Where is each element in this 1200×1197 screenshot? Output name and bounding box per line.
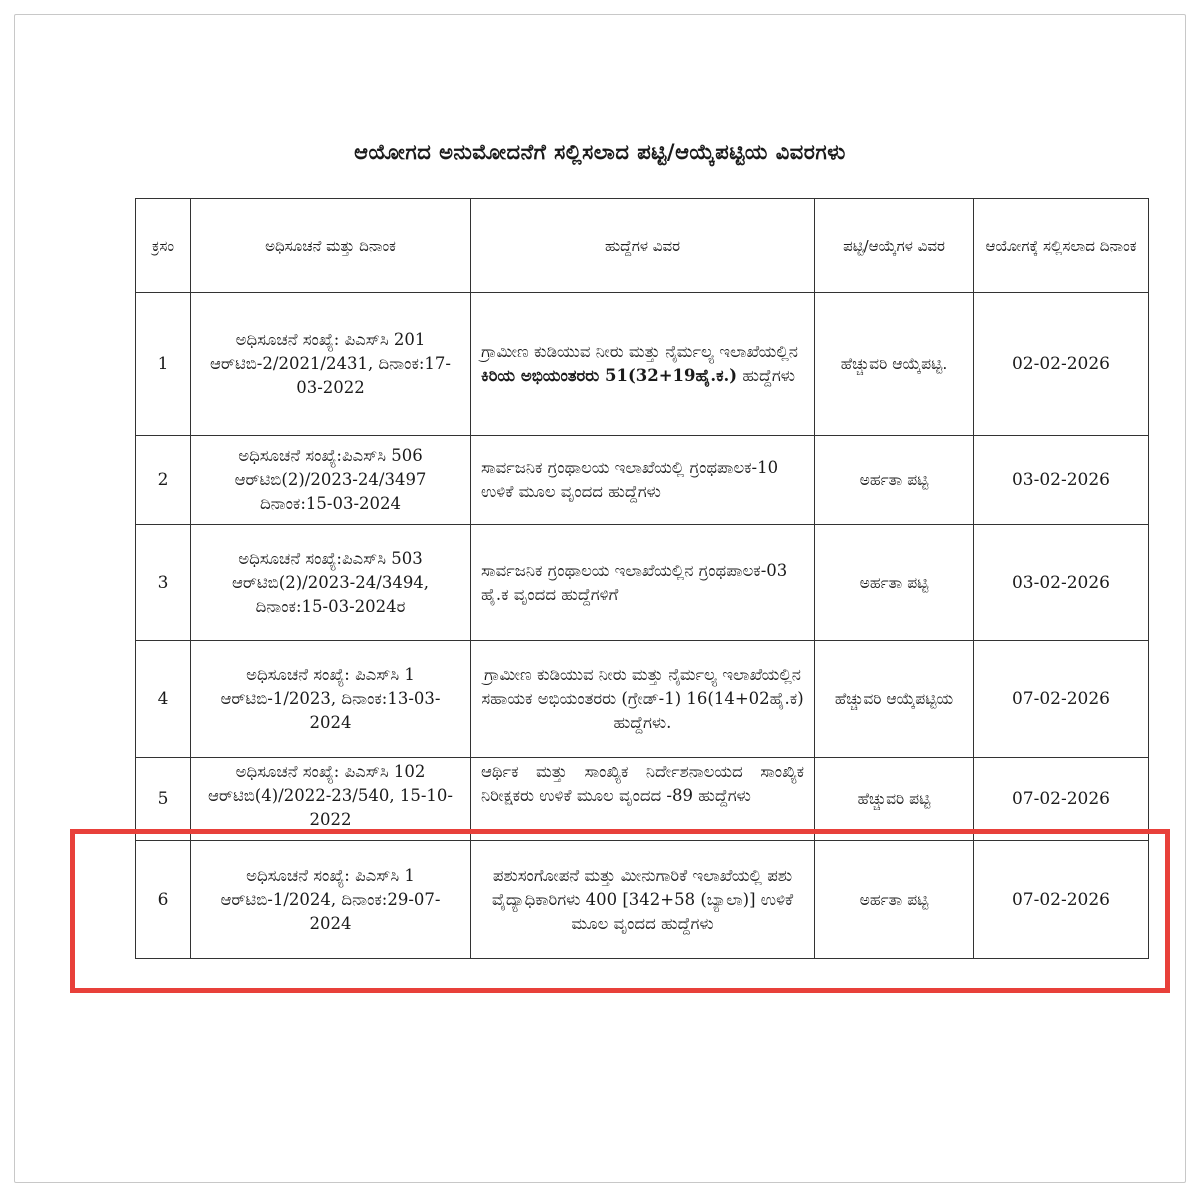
posts-cell: ಪಶುಸಂಗೋಪನೆ ಮತ್ತು ಮೀನುಗಾರಿಕೆ ಇಲಾಖೆಯಲ್ಲಿ ಪಶು ವೈದ್ಯಾಧಿಕಾರಿಗಳು 400 [342+58 (ಬ್ಯಾಲಾ)] ಉಳಿಕೆ ಮೂಲ ವೃಂದದ ಹುದ್ದೆಗಳು xyxy=(471,841,815,959)
list-type-cell: ಅರ್ಹತಾ ಪಟ್ಟಿ xyxy=(815,841,974,959)
list-type-cell: ಅರ್ಹತಾ ಪಟ್ಟಿ xyxy=(815,525,974,641)
table-row xyxy=(136,641,1149,758)
date-cell: 07-02-2026 xyxy=(974,758,1149,841)
posts-cell: ಸಾರ್ವಜನಿಕ ಗ್ರಂಥಾಲಯ ಇಲಾಖೆಯಲ್ಲಿನ ಗ್ರಂಥಪಾಲಕ-03 ಹೈ.ಕ ವೃಂದದ ಹುದ್ದೆಗಳಿಗೆ xyxy=(471,525,815,641)
posts-bold-text: ಕಿರಿಯ ಅಭಿಯಂತರರು 51(32+19ಹೈ.ಕ.) xyxy=(481,366,738,385)
notification-cell: ಅಧಿಸೂಚನೆ ಸಂಖ್ಯೆ:ಪಿಎಸ್‌ಸಿ 506 ಆರ್‌ಟಿಬಿ(2)/2023-24/3497 ದಿನಾಂಕ:15-03-2024 xyxy=(191,436,471,525)
highlight-box xyxy=(70,829,1170,993)
date-cell: 02-02-2026 xyxy=(974,293,1149,436)
posts-cell: ಗ್ರಾಮೀಣ ಕುಡಿಯುವ ನೀರು ಮತ್ತು ನೈರ್ಮಲ್ಯ ಇಲಾಖೆಯಲ್ಲಿನ ಸಹಾಯಕ ಅಭಿಯಂತರರು (ಗ್ರೇಡ್-1) 16(14+02ಹೈ.ಕ) ಹುದ್ದೆಗಳು. xyxy=(471,641,815,758)
document-title: ಆಯೋಗದ ಅನುಮೋದನೆಗೆ ಸಲ್ಲಿಸಲಾದ ಪಟ್ಟಿ/ಆಯ್ಕೆಪಟ್ಟಿಯ ವಿವರಗಳು xyxy=(354,140,846,164)
notification-cell: ಅಧಿಸೂಚನೆ ಸಂಖ್ಯೆ: ಪಿಎಸ್‌ಸಿ 1 ಆರ್‌ಟಿಬಿ-1/2023, ದಿನಾಂಕ:13-03-2024 xyxy=(191,641,471,758)
serial-cell: 6 xyxy=(136,841,191,959)
notification-cell: ಅಧಿಸೂಚನೆ ಸಂಖ್ಯೆ:ಪಿಎಸ್‌ಸಿ 503 ಆರ್‌ಟಿಬಿ(2)/2023-24/3494, ದಿನಾಂಕ:15-03-2024ರ xyxy=(191,525,471,641)
serial-cell: 5 xyxy=(136,758,191,841)
posts-suffix: ಹುದ್ದೆಗಳು xyxy=(737,366,795,385)
date-cell: 03-02-2026 xyxy=(974,525,1149,641)
table-row xyxy=(136,293,1149,436)
header-serial: ಕ್ರಸಂ xyxy=(136,199,191,293)
notification-cell: ಅಧಿಸೂಚನೆ ಸಂಖ್ಯೆ: ಪಿಎಸ್‌ಸಿ 201 ಆರ್‌ಟಿಬಿ-2/2021/2431, ದಿನಾಂಕ:17-03-2022 xyxy=(191,293,471,436)
header-list-type: ಪಟ್ಟಿ/ಆಯ್ಕೆಗಳ ವಿವರ xyxy=(815,199,974,293)
header-submitted-date: ಆಯೋಗಕ್ಕೆ ಸಲ್ಲಿಸಲಾದ ದಿನಾಂಕ xyxy=(974,199,1149,293)
date-cell: 07-02-2026 xyxy=(974,641,1149,758)
header-posts: ಹುದ್ದೆಗಳ ವಿವರ xyxy=(471,199,815,293)
table-row xyxy=(136,525,1149,641)
notification-cell: ಅಧಿಸೂಚನೆ ಸಂಖ್ಯೆ: ಪಿಎಸ್‌ಸಿ 1 ಆರ್‌ಟಿಬಿ-1/2024, ದಿನಾಂಕ:29-07-2024 xyxy=(191,841,471,959)
date-cell: 07-02-2026 xyxy=(974,841,1149,959)
date-cell: 03-02-2026 xyxy=(974,436,1149,525)
header-notification: ಅಧಿಸೂಚನೆ ಮತ್ತು ದಿನಾಂಕ xyxy=(191,199,471,293)
serial-cell: 2 xyxy=(136,436,191,525)
notification-text: ಅಧಿಸೂಚನೆ ಸಂಖ್ಯೆ: ಪಿಎಸ್‌ಸಿ 102 ಆರ್‌ಟಿಬಿ(4)/2022-23/540, 15-10-2022 xyxy=(207,762,453,829)
serial-cell: 4 xyxy=(136,641,191,758)
list-type-cell: ಹೆಚ್ಚುವರಿ ಪಟ್ಟಿ xyxy=(815,758,974,841)
list-type-cell: ಅರ್ಹತಾ ಪಟ್ಟಿ xyxy=(815,436,974,525)
list-type-cell: ಹೆಚ್ಚುವರಿ ಆಯ್ಕೆಪಟ್ಟಿ. xyxy=(815,293,974,436)
serial-cell: 1 xyxy=(136,293,191,436)
posts-text: ಆರ್ಥಿಕ ಮತ್ತು ಸಾಂಖ್ಯಿಕ ನಿರ್ದೇಶನಾಲಯದ ಸಾಂಖ್ಯಿಕ ನಿರೀಕ್ಷಕರು ಉಳಿಕೆ ಮೂಲ ವೃಂದದ -89 ಹುದ್ದೆಗಳು xyxy=(481,762,804,805)
posts-text: ಗ್ರಾಮೀಣ ಕುಡಿಯುವ ನೀರು ಮತ್ತು ನೈರ್ಮಲ್ಯ ಇಲಾಖೆಯಲ್ಲಿನ xyxy=(481,342,798,361)
serial-cell: 3 xyxy=(136,525,191,641)
list-type-cell: ಹೆಚ್ಚುವರಿ ಆಯ್ಕೆಪಟ್ಟಿಯ xyxy=(815,641,974,758)
table-header-row xyxy=(136,199,1149,293)
table-row xyxy=(136,436,1149,525)
posts-cell xyxy=(471,293,815,436)
posts-cell: ಸಾರ್ವಜನಿಕ ಗ್ರಂಥಾಲಯ ಇಲಾಖೆಯಲ್ಲಿ ಗ್ರಂಥಪಾಲಕ-10 ಉಳಿಕೆ ಮೂಲ ವೃಂದದ ಹುದ್ದೆಗಳು xyxy=(471,436,815,525)
